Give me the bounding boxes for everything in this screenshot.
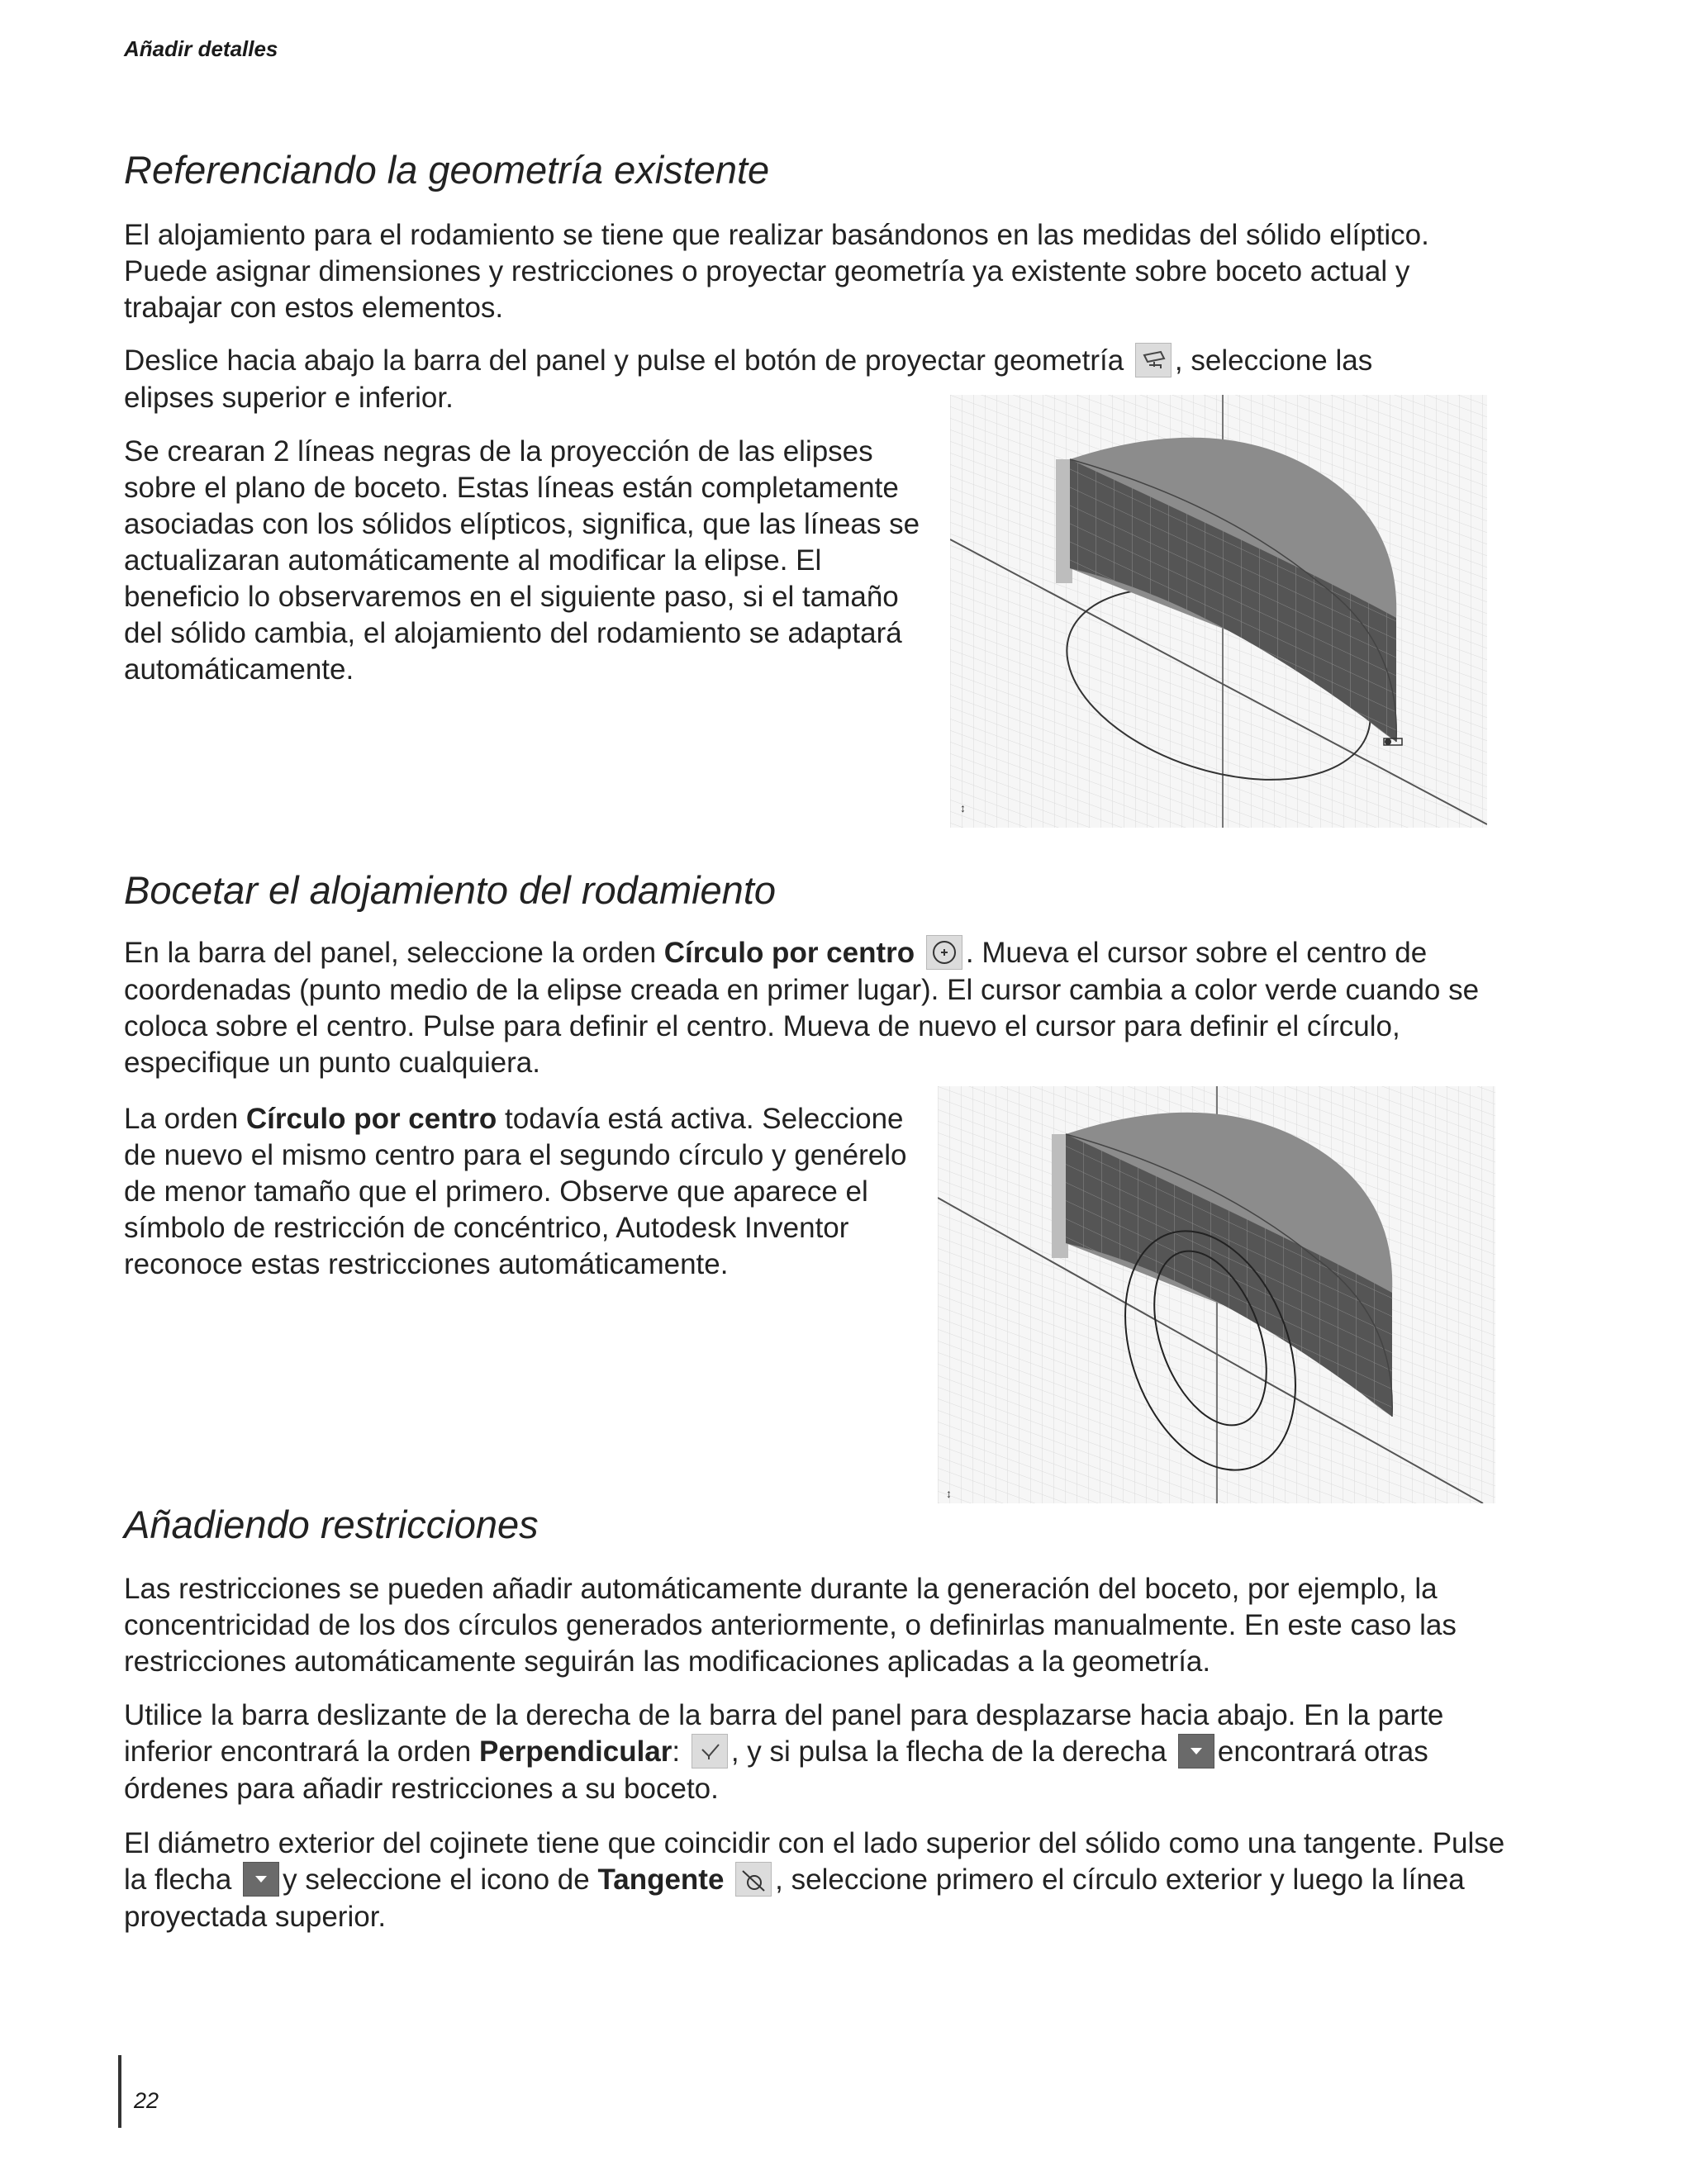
paragraph: Utilice la barra deslizante de la derecha de la barra del panel para desplazarse hacia abajo. En la parte inferior encontrará la orden Perpendicular: , y si pulsa la flecha de la derecha encontrará otras órdenes para añadir restricciones a su boceto.	[124, 1699, 1444, 1805]
project-geometry-icon	[1135, 343, 1172, 377]
tangent-icon	[735, 1862, 772, 1897]
section-title-referenciando: Referenciando la geometría existente	[124, 148, 770, 192]
circle-sketch-figure	[938, 1086, 1495, 1503]
center-circle-icon	[926, 935, 962, 970]
footer-rule	[118, 2055, 121, 2128]
solid-projection-figure	[950, 395, 1487, 828]
section-title-bocetar: Bocetar el alojamiento del rodamiento	[124, 868, 777, 912]
paragraph: Deslice hacia abajo la barra del panel y pulse el botón de proyectar geometría , seleccione las elipses superior e inferior.	[124, 343, 1528, 416]
paragraph: Se crearan 2 líneas negras de la proyección de las elipses sobre el plano de boceto. Estas líneas están completamente asociadas con los sólidos elípticos, significa, que las líneas se actualizaran automáticamente al modificar la elipse. El beneficio lo observaremos en el siguiente paso, si el tamaño del sólido cambia, el alojamiento del rodamiento se adaptará automáticamente.	[124, 435, 920, 686]
section-title-anadiendo: Añadiendo restricciones	[124, 1503, 539, 1546]
paragraph: En la barra del panel, seleccione la orden Círculo por centro . Mueva el cursor sobre el centro de coordenadas (punto medio de la elipse creada en primer lugar). El cursor cambia a color verde cuando se coloca sobre el centro. Pulse para definir el centro. Mueva de nuevo el cursor para definir el círculo, especifique un punto cualquiera.	[124, 935, 1512, 1081]
paragraph: Las restricciones se pueden añadir automáticamente durante la generación del boceto, por ejemplo, la concentricidad de los dos círculos generados anteriormente, o definirlas manualmente. En este caso las restricciones automáticamente seguirán las modificaciones aplicadas a la geometría.	[124, 1573, 1457, 1678]
running-header: Añadir detalles	[124, 36, 278, 61]
dropdown-arrow-icon	[1178, 1734, 1214, 1769]
page-number: 22	[134, 2088, 159, 2113]
paragraph: La orden Círculo por centro todavía está activa. Seleccione de nuevo el mismo centro para el segundo círculo y genérelo de menor tamaño que el primero. Observe que aparece el símbolo de restricción de concéntrico, Autodesk Inventor reconoce estas restricciones automáticamente.	[124, 1103, 907, 1280]
svg-text:↕: ↕	[946, 1487, 952, 1500]
paragraph: El alojamiento para el rodamiento se tiene que realizar basándonos en las medidas del sólido elíptico. Puede asignar dimensiones y restricciones o proyectar geometría ya existente sobre boceto actual y trabajar con estos elementos.	[124, 219, 1429, 324]
dropdown-arrow-icon	[243, 1862, 279, 1897]
paragraph: El diámetro exterior del cojinete tiene que coincidir con el lado superior del sólido como una tangente. Pulse la flecha y seleccione el icono de Tangente , seleccione primero el círculo exterior y luego la línea proyectada superior.	[124, 1827, 1505, 1933]
perpendicular-icon	[692, 1734, 728, 1769]
svg-text:↕: ↕	[960, 801, 966, 814]
